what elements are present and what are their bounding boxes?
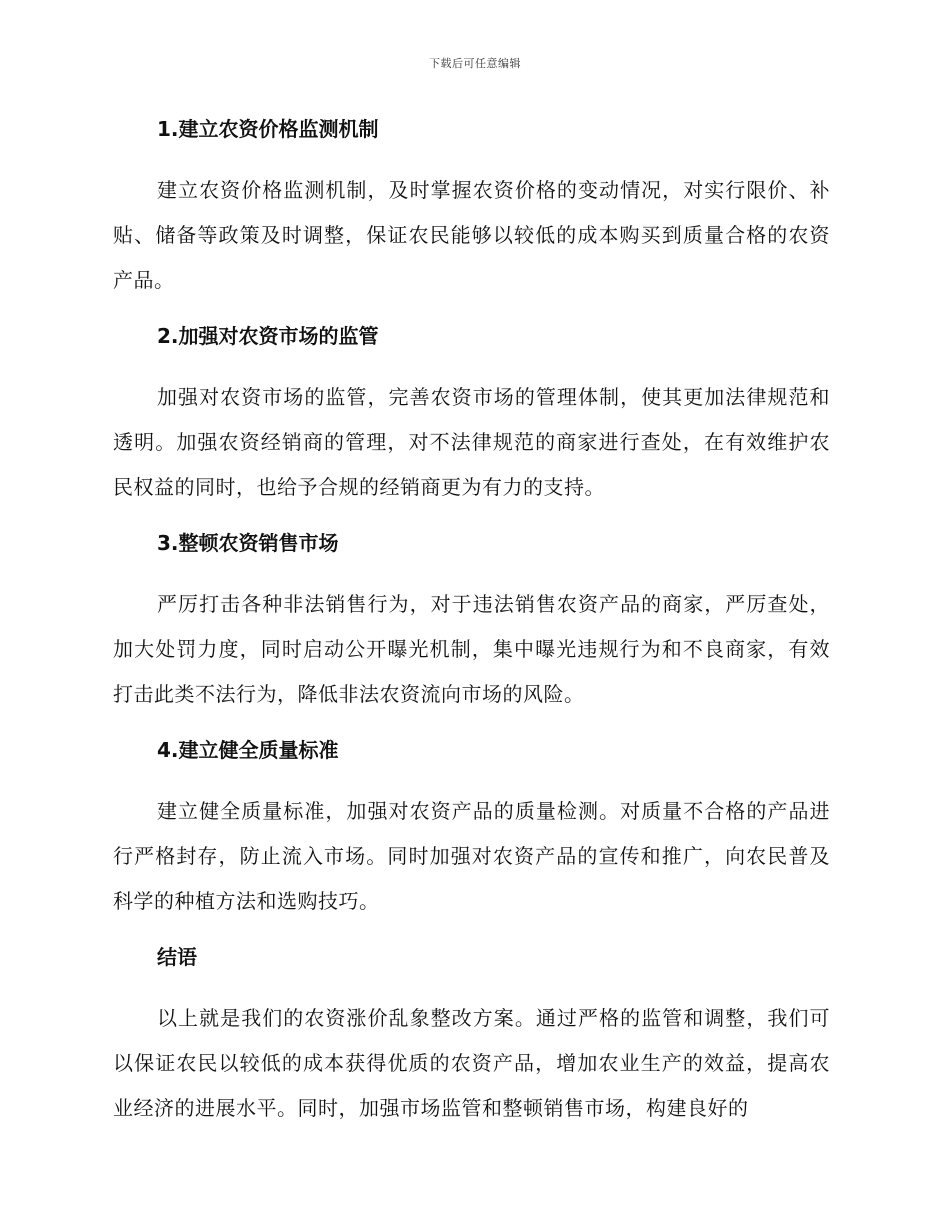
section-heading: 1.建立农资价格监测机制 (157, 117, 379, 141)
section-quality-standards (113, 733, 830, 924)
section-paragraph: 以上就是我们的农资涨价乱象整改方案。通过严格的监管和调整，我们可以保证农民以较低的成本获得优质的农资产品，增加农业生产的效益，提高农业经济的进展水平。同时，加强市场监管和整顿销售市场，构建良好的 (113, 1006, 830, 1120)
section-paragraph: 建立农资价格监测机制，及时掌握农资价格的变动情况，对实行限价、补贴、储备等政策及时调整，保证农民能够以较低的成本购买到质量合格的农资产品。 (113, 178, 830, 292)
section-paragraph: 严厉打击各种非法销售行为，对于违法销售农资产品的商家，严厉查处，加大处罚力度，同时启动公开曝光机制，集中曝光违规行为和不良商家，有效打击此类不法行为，降低非法农资流向市场的风险。 (113, 592, 830, 706)
section-market-supervision (113, 319, 830, 510)
section-conclusion (113, 940, 830, 1131)
section-heading: 4.建立健全质量标准 (157, 738, 339, 762)
section-paragraph: 建立健全质量标准，加强对农资产品的质量检测。对质量不合格的产品进行严格封存，防止流入市场。同时加强对农资产品的宣传和推广，向农民普及科学的种植方法和选购技巧。 (113, 799, 830, 913)
document-body (113, 112, 830, 1147)
section-heading: 2.加强对农资市场的监管 (157, 324, 379, 348)
section-heading: 结语 (157, 945, 197, 969)
page-header: 下载后可任意编辑 (429, 57, 521, 70)
section-heading: 3.整顿农资销售市场 (157, 531, 339, 555)
section-price-monitoring (113, 112, 830, 303)
section-paragraph: 加强对农资市场的监管，完善农资市场的管理体制，使其更加法律规范和透明。加强农资经销商的管理，对不法律规范的商家进行查处，在有效维护农民权益的同时，也给予合规的经销商更为有力的支持。 (113, 385, 830, 499)
section-sales-rectification (113, 526, 830, 717)
